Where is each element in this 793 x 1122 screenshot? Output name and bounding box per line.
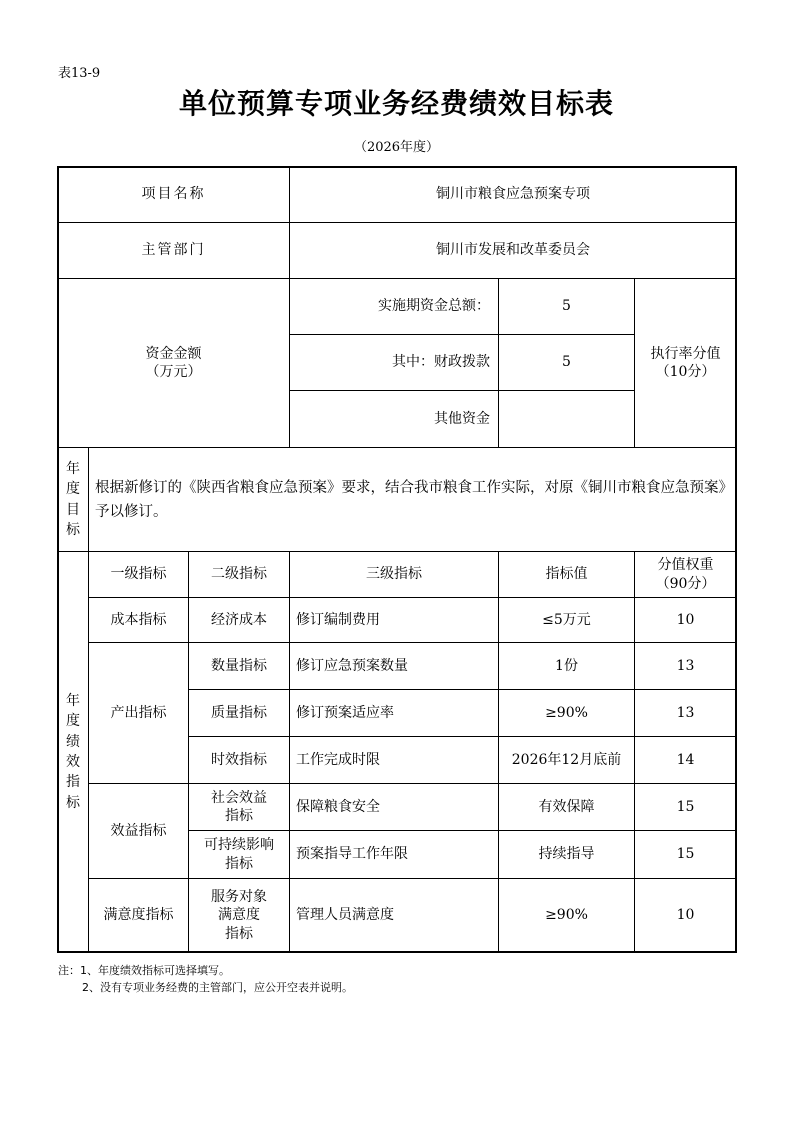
fiscal-funds-value: 5 xyxy=(498,334,635,391)
project-name-value: 铜川市粮食应急预案专项 xyxy=(289,166,737,223)
other-funds-label: 其他资金 xyxy=(289,390,499,448)
annual-goal-text: 根据新修订的《陕西省粮食应急预案》要求，结合我市粮食工作实际，对原《铜川市粮食应急预案》予以修订。 xyxy=(88,447,737,552)
output-timeliness-level2: 时效指标 xyxy=(188,736,290,784)
funds-label-line1: 资金金额 xyxy=(145,345,202,362)
benefit-social-level2-line1: 社会效益 xyxy=(211,789,267,806)
performance-indicators-label xyxy=(57,551,89,953)
cost-weight: 10 xyxy=(634,597,737,643)
indicators-label-char: 指 xyxy=(66,774,80,791)
footnotes xyxy=(58,962,353,996)
satisfaction-weight: 10 xyxy=(634,878,737,953)
total-funds-label: 实施期资金总额： xyxy=(289,278,499,335)
benefit-sustainable-level2-line1: 可持续影响 xyxy=(204,837,274,854)
fiscal-funds-label: 其中：财政拨款 xyxy=(289,334,499,391)
satisfaction-level2-line: 服务对象 xyxy=(211,889,267,906)
execution-rate-line1: 执行率分值 xyxy=(650,345,721,362)
satisfaction-level3: 管理人员满意度 xyxy=(289,878,499,953)
output-timeliness-level3: 工作完成时限 xyxy=(289,736,499,784)
output-timeliness-weight: 14 xyxy=(634,736,737,784)
cost-level3: 修订编制费用 xyxy=(289,597,499,643)
output-quantity-weight: 13 xyxy=(634,642,737,690)
header-weight-line1: 分值权重 xyxy=(657,557,714,574)
benefit-sustainable-level2-line2: 指标 xyxy=(225,855,253,872)
page-title: 单位预算专项业务经费绩效目标表 xyxy=(178,87,614,120)
table-code: 表13-9 xyxy=(58,66,101,81)
benefit-social-weight: 15 xyxy=(634,783,737,831)
output-timeliness-value: 2026年12月底前 xyxy=(498,736,635,784)
indicators-label-char: 效 xyxy=(66,754,80,770)
cost-value: ≤5万元 xyxy=(498,597,635,643)
indicators-label-char: 年 xyxy=(66,693,80,710)
output-quantity-level2: 数量指标 xyxy=(188,642,290,690)
satisfaction-level2-line: 满意度 xyxy=(218,907,260,924)
project-name-label: 项目名称 xyxy=(57,166,290,223)
output-quality-level2: 质量指标 xyxy=(188,689,290,737)
header-weight xyxy=(634,551,737,598)
indicators-label-char: 绩 xyxy=(66,733,80,750)
header-level3: 三级指标 xyxy=(289,551,499,598)
department-label: 主管部门 xyxy=(57,222,290,279)
total-funds-value: 5 xyxy=(498,278,635,335)
satisfaction-level1: 满意度指标 xyxy=(88,878,189,953)
benefit-social-value: 有效保障 xyxy=(498,783,635,831)
output-quality-weight: 13 xyxy=(634,689,737,737)
header-level1: 一级指标 xyxy=(88,551,189,598)
cost-level2: 经济成本 xyxy=(188,597,290,643)
benefit-sustainable-value: 持续指导 xyxy=(498,830,635,879)
annual-goal-label xyxy=(57,447,89,552)
budget-year: （2026年度） xyxy=(353,140,440,155)
output-quality-level3: 修订预案适应率 xyxy=(289,689,499,737)
output-quantity-value: 1份 xyxy=(498,642,635,690)
indicators-label-char: 度 xyxy=(66,713,80,730)
satisfaction-value: ≥90% xyxy=(498,878,635,953)
output-quality-value: ≥90% xyxy=(498,689,635,737)
output-quantity-level3: 修订应急预案数量 xyxy=(289,642,499,690)
header-weight-line2: （90分） xyxy=(655,575,716,592)
benefit-sustainable-weight: 15 xyxy=(634,830,737,879)
header-value: 指标值 xyxy=(498,551,635,598)
benefit-sustainable-level3: 预案指导工作年限 xyxy=(289,830,499,879)
annual-goal-label-char: 年 xyxy=(66,460,80,477)
output-level1: 产出指标 xyxy=(88,642,189,784)
satisfaction-level2-line: 指标 xyxy=(225,925,253,942)
annual-goal-label-char: 目 xyxy=(66,501,80,518)
satisfaction-level2 xyxy=(188,878,290,953)
annual-goal-label-char: 度 xyxy=(66,481,80,498)
header-level2: 二级指标 xyxy=(188,551,290,598)
funds-label-line2: （万元） xyxy=(145,364,202,380)
execution-rate-line2: （10分） xyxy=(655,364,716,380)
indicators-label-char: 标 xyxy=(66,794,80,811)
department-value: 铜川市发展和改革委员会 xyxy=(289,222,737,279)
footnote-2: 2、没有专项业务经费的主管部门，应公开空表并说明。 xyxy=(82,981,353,994)
benefit-social-level2-line2: 指标 xyxy=(225,808,253,824)
cost-level1: 成本指标 xyxy=(88,597,189,643)
footnote-1: 注：1、年度绩效指标可选择填写。 xyxy=(58,964,230,977)
benefit-social-level3: 保障粮食安全 xyxy=(289,783,499,831)
benefit-level1: 效益指标 xyxy=(88,783,189,879)
other-funds-value xyxy=(498,390,635,448)
annual-goal-label-char: 标 xyxy=(66,521,80,538)
execution-rate-score xyxy=(634,278,737,448)
benefit-social-level2 xyxy=(188,783,290,831)
funds-label xyxy=(57,278,290,448)
benefit-sustainable-level2 xyxy=(188,830,290,879)
